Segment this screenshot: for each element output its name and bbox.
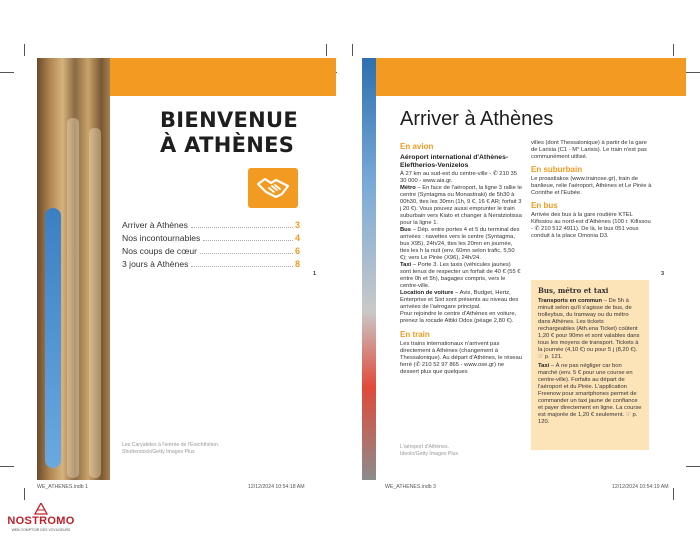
photo-caption: L'aéroport d'Athènes. Ideolo/Getty Images Plus bbox=[400, 444, 458, 457]
crop-mark bbox=[0, 466, 14, 467]
location-text: Location de voiture – Avis, Budget, Hertz, Enterprise et Sixt sont présents au niveau des arrivées de l'aérogare principal. bbox=[400, 290, 519, 310]
section-heading: En bus bbox=[531, 201, 558, 210]
header-band bbox=[376, 58, 686, 96]
suburbain-text: Le proastiakos (www.trainose.gr), train de banlieue, relie l'aéroport, Athènes et Le Pirée à Corinthe et l'Eubée. bbox=[531, 176, 652, 196]
section-heading: En avion bbox=[400, 142, 434, 151]
bus-text: Bus – Dép. entre portes 4 et 5 du terminal des arrivées : navettes vers le centre (Syntagma, bus X95), 24h/24, ttes les 20mn en journée, ttes les h la nuit (env. 60mn selon trafic, 5,50 €); vers Le Pirée (X96), 24h/24. bbox=[400, 227, 520, 261]
crop-mark bbox=[673, 44, 674, 56]
page-number: 3 bbox=[661, 271, 665, 277]
rejoindre-text: Pour rejoindre le centre d'Athènes en voiture, prenez la rocade Attiki Odos (péage 2,80 €). bbox=[400, 311, 517, 324]
crop-mark bbox=[352, 44, 353, 56]
airport-photo-strip bbox=[362, 58, 376, 480]
crop-mark bbox=[686, 466, 700, 467]
train-text: Les trains internationaux n'arrivent pas directement à Athènes (changement à Thessalonique). Au départ d'Athènes, le réseau ferré (✆ 210 52 97 865 - www.ose.gr) ne dessert plus que quelques bbox=[400, 341, 522, 375]
photo-caption: Les Caryatides à l'entrée de l'Erechthéion. Shutterstock/Getty Images Plus bbox=[122, 442, 220, 455]
crop-mark bbox=[326, 44, 327, 56]
crop-mark bbox=[686, 72, 700, 73]
crop-mark bbox=[673, 488, 674, 500]
column-right bbox=[531, 140, 653, 240]
page-number: 1 bbox=[313, 271, 317, 277]
slug-date: 12/12/2024 10:54:18 AM bbox=[248, 484, 305, 490]
page-title: BIENVENUE À ATHÈNES bbox=[160, 108, 299, 157]
section-heading: En train bbox=[400, 330, 430, 339]
section-heading: En suburbain bbox=[531, 165, 583, 174]
header-band bbox=[110, 58, 336, 96]
slug-file: WE_ATHENES.indb 1 bbox=[37, 484, 88, 490]
airport-text: À 27 km au sud-est du centre-ville - ✆ 210 35 30 000 - www.aia.gr. bbox=[400, 171, 517, 184]
metro-text: Métro – En face de l'aéroport, la ligne 3 rallie le centre (Syntagma ou Monastiraki) de 5h30 à 00h30, ttes les 30mn (1h, 9 €, 16 € AR; forfait 3 j 20 €). Vous pouvez aussi emprunter le train suburbain vers Kiato et changer à Neratziotissa pour la ligne 1. bbox=[400, 185, 522, 226]
toc-item[interactable]: Nos coups de cœur 6 bbox=[122, 246, 300, 256]
toc-item[interactable]: Arriver à Athènes 3 bbox=[122, 220, 300, 230]
info-box-taxi: Taxi – À ne pas négliger car bon marché (env. 5 € pour une course en centre-ville). Forfaits au départ de l'aéroport et du Pirée. L'application Freenow pour smartphones permet de commander un taxi jaune de confiance et payer directement en ligne. La course est majorée de 1,20 € seulement. ☞ p. 120. bbox=[538, 363, 642, 425]
bus-station-text: Arrivée des bus à la gare routière KTEL Kifissiou au nord-est d'Athènes (100 r. Kifissou - ✆ 210 512 4911). De là, le bus 051 vous conduit à la place Omonia D3. bbox=[531, 212, 651, 239]
column-left bbox=[400, 142, 522, 376]
crop-mark bbox=[0, 72, 14, 73]
train-continued: villes (dont Thessalonique) à partir de la gare de Larisia (C1 - M° Larisis). Le train n'est pas communément utilisé. bbox=[531, 140, 647, 160]
slug-date: 12/12/2024 10:54:19 AM bbox=[612, 484, 669, 490]
toc-item[interactable]: Nos incontournables 4 bbox=[122, 233, 300, 243]
crop-mark bbox=[24, 488, 25, 500]
tower-icon bbox=[33, 503, 49, 515]
slug-file: WE_ATHENES.indb 3 bbox=[385, 484, 436, 490]
handshake-icon bbox=[248, 168, 298, 208]
toc-item[interactable]: 3 jours à Athènes 8 bbox=[122, 259, 300, 269]
caryatides-photo bbox=[37, 58, 110, 480]
info-box-transports: Transports en commun – De 5h à minuit selon qu'il s'agisse de bus, de trolleybus, du tramway ou du métro dans Athènes. Les tickets rechargeables (Ath.ena Ticket) coûtent 1,20 € pour 90mn et sont valables dans tous les moyens de transport. Tickets à la journée (4,10 €) ou pour 5 j (8,20 €). ☞ p. 121. bbox=[538, 298, 640, 360]
info-box-title: Bus, métro et taxi bbox=[538, 286, 609, 295]
taxi-text: Taxi – Porte 3. Les taxis (véhicules jaunes) sont tenus de respecter un forfait de 40 € (55 € entre 0h et 5h), bagages compris, vers le centre-ville. bbox=[400, 262, 521, 289]
info-box bbox=[531, 280, 649, 450]
nostromo-logo[interactable]: NOSTROMO WEB COMPTOIR DES VOYAGEURS bbox=[6, 503, 76, 535]
crop-mark bbox=[24, 44, 25, 56]
airport-title: Aéroport international d'Athènes- Eleftherios-Venizelos bbox=[400, 154, 509, 169]
page-title: Arriver à Athènes bbox=[400, 108, 554, 130]
table-of-contents bbox=[122, 220, 300, 272]
